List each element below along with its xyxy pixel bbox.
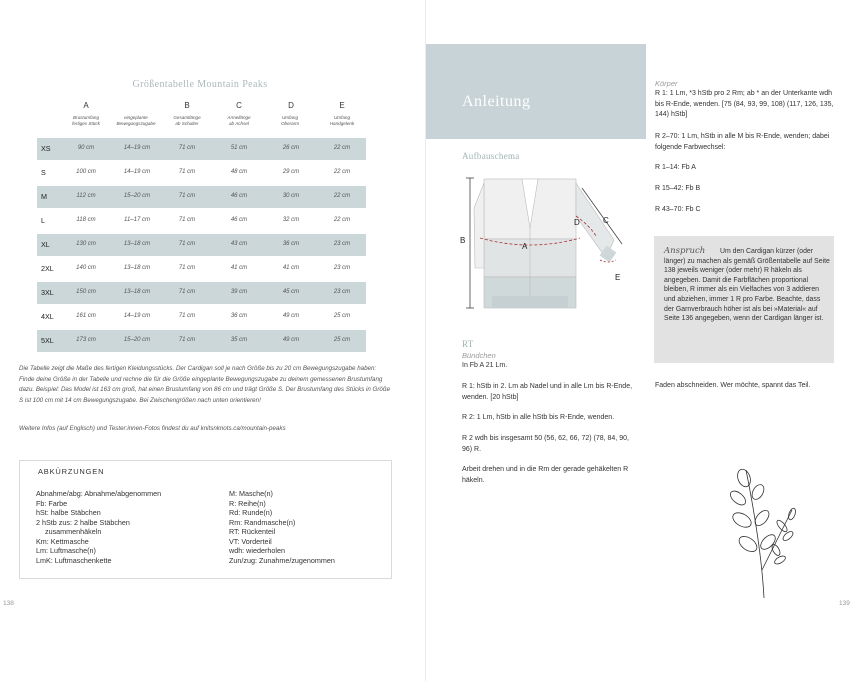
abbreviation-item: LmK: Luftmaschenkette [36, 555, 112, 565]
table-row [37, 186, 366, 208]
upperarm-cell: 36 cm [282, 241, 300, 247]
ease-cell: 13–18 cm [123, 241, 151, 247]
rt-line: R 2 wdh bis insgesamt 50 (56, 62, 66, 72) (78, 84, 90, 96) R. [462, 435, 629, 453]
column-sub-ease: eingeplante Bewegungszugabe [116, 115, 156, 126]
schema-title: Aufbauschema [462, 151, 520, 161]
size-cell: XS [41, 144, 51, 153]
table-row [37, 330, 366, 352]
ease-cell: 15–20 cm [123, 193, 151, 199]
upperarm-cell: 41 cm [282, 265, 300, 271]
chest-cell: 150 cm [76, 289, 96, 295]
abbreviation-item: zusammenhäkeln [45, 527, 102, 536]
chest-cell: 112 cm [76, 193, 96, 199]
cardigan-body [484, 179, 576, 308]
sleeve-cell: 39 cm [230, 289, 248, 295]
ease-cell: 14–19 cm [123, 313, 151, 319]
sleeve-cell: 36 cm [230, 313, 248, 319]
page-number-right: 139 [839, 600, 850, 607]
abbreviation-item: 2 hStb zus: 2 halbe Stäbchen [36, 517, 130, 527]
size-cell: 4XL [41, 312, 54, 321]
closing-text: Faden abschneiden. Wer möchte, spannt das Teil. [655, 382, 811, 389]
sleeve-cell: 43 cm [230, 241, 248, 247]
abbreviation-item: Km: Kettmasche [36, 536, 89, 546]
column-letter-c: C [236, 101, 242, 110]
column-sub-c: Armellänge ab Achsel [227, 115, 251, 126]
abbreviations-column-1 [36, 489, 161, 565]
ease-cell: 14–19 cm [123, 145, 151, 151]
wrist-cell: 22 cm [333, 193, 351, 199]
abbreviation-item: wdh: wiederholen [229, 546, 285, 555]
abbreviation-item: Lm: Luftmasche(n) [36, 546, 96, 555]
table-row [37, 234, 366, 256]
size-cell: 3XL [41, 288, 54, 297]
upperarm-cell: 30 cm [282, 193, 300, 199]
chest-cell: 140 cm [76, 265, 96, 271]
chest-cell: 161 cm [76, 313, 96, 319]
ease-cell: 14–19 cm [123, 169, 151, 175]
column-letter-e: E [339, 101, 345, 110]
size-cell: XL [41, 240, 50, 249]
size-cell: 2XL [41, 264, 54, 273]
abbreviation-item: R: Reihe(n) [229, 498, 266, 508]
sleeve-cell: 46 cm [230, 193, 248, 199]
size-description: Die Tabelle zeigt die Maße des fertigen Kleidungsstücks. Der Cardigan soll je nach Größe bis zu 20 cm Bewegungszugabe haben: Finde deine Größe in der Tabelle und rechne die für die Größe eingeplante Bewegungszugabe zu deinem gemessenen Brustumfang dazu. Beispiel: Das Model ist 163 cm groß, hat einen Brustumfang von 86 cm und trägt Größe S. Der Brustumfang des Stücks in Größe S ist 100 cm mit 14 cm Bewegungszugabe. Bei Zwischengrößen nach unten orientieren! [19, 365, 391, 404]
rt-line: Arbeit drehen und in die Rm der gerade gehäkelten R häkeln. [462, 466, 629, 484]
label-b: B [460, 236, 466, 245]
right-page [426, 0, 852, 681]
sleeve-cell: 48 cm [230, 169, 248, 175]
length-cell: 71 cm [178, 217, 196, 223]
ease-cell: 13–18 cm [123, 265, 151, 271]
rt-line: R 1: hStb in 2. Lm ab Nadel und in alle Lm bis R-Ende, wenden. [20 hStb] [462, 383, 633, 401]
abbreviation-item: VT: Vorderteil [229, 536, 272, 546]
note-text: Um den Cardigan kürzer (oder länger) zu machen als gemäß Größentabelle auf Seite 138 jeweils weniger (oder mehr) R häkeln als angegeben. Damit die Farbflächen proportional bleiben, R immer als ein Vielfaches von 3 addieren und abziehen, immer 1 R pro Farbe. Beachte, dass der Garnverbrauch höher ist als bei »Material« auf Seite 136 angegeben, wenn der Cardigan länger ist. [664, 248, 830, 323]
table-row [37, 282, 366, 304]
label-e: E [615, 273, 621, 282]
koerper-line: R 43–70: Fb C [655, 206, 701, 213]
length-cell: 71 cm [178, 337, 196, 343]
wrist-cell: 25 cm [333, 313, 351, 319]
rt-line: R 2: 1 Lm, hStb in alle hStb bis R-Ende, wenden. [462, 414, 615, 421]
length-cell: 71 cm [178, 313, 196, 319]
rt-title: RT [462, 339, 474, 349]
chest-cell: 100 cm [76, 169, 96, 175]
size-cell: S [41, 168, 46, 177]
size-cell: M [41, 192, 47, 201]
ease-cell: 15–20 cm [123, 337, 151, 343]
instructions-banner [426, 44, 646, 139]
abbreviations-column-2 [229, 489, 335, 565]
ease-cell: 13–18 cm [123, 289, 151, 295]
wrist-cell: 23 cm [333, 241, 351, 247]
wrist-cell: 23 cm [333, 289, 351, 295]
wrist-cell: 22 cm [333, 145, 351, 151]
koerper-line: R 1–14: Fb A [655, 164, 696, 171]
column-letter-b: B [184, 101, 190, 110]
koerper-line: R 2–70: 1 Lm, hStb in alle M bis R-Ende, wenden; dabei folgende Farbwechsel: [655, 133, 830, 151]
koerper-title: Körper [655, 79, 678, 88]
abbreviation-item: RT: Rückenteil [229, 527, 276, 536]
table-row [37, 258, 366, 280]
wrist-cell: 22 cm [333, 217, 351, 223]
chest-cell: 173 cm [76, 337, 96, 343]
page-number-left: 138 [3, 600, 14, 607]
length-cell: 71 cm [178, 169, 196, 175]
length-cell: 71 cm [178, 289, 196, 295]
upperarm-cell: 29 cm [282, 169, 300, 175]
column-sub-e: Umfang Handgelenk [329, 115, 355, 126]
rt-subtitle: Bündchen [462, 351, 496, 360]
koerper-line: R 15–42: Fb B [655, 185, 701, 192]
abbreviations-title: ABKÜRZUNGEN [38, 467, 105, 476]
table-row [37, 306, 366, 328]
size-cell: L [41, 216, 45, 225]
rt-line: In Fb A 21 Lm. [462, 362, 508, 369]
length-cell: 71 cm [178, 241, 196, 247]
abbreviation-item: Fb: Farbe [36, 498, 68, 508]
abbreviation-item: Rm: Randmasche(n) [229, 517, 296, 527]
upperarm-cell: 45 cm [282, 289, 300, 295]
column-sub-d: Umfang Oberarm [280, 115, 300, 126]
table-row [37, 162, 366, 184]
note-box [654, 236, 834, 363]
more-info-text: Weitere Infos (auf Englisch) und Tester:innen-Fotos findest du auf knitsnknots.ca/mountain-peaks [19, 425, 286, 432]
size-cell: 5XL [41, 336, 54, 345]
plant-illustration [716, 460, 806, 600]
length-cell: 71 cm [178, 193, 196, 199]
table-row [37, 138, 366, 160]
upperarm-cell: 49 cm [282, 313, 300, 319]
abbreviation-item: M: Masche(n) [229, 489, 273, 498]
sleeve-cell: 51 cm [230, 145, 248, 151]
length-cell: 71 cm [178, 265, 196, 271]
column-sub-b: Gesamtlänge ab Schulter [173, 115, 201, 126]
sleeve-cell: 41 cm [230, 265, 248, 271]
abbreviations-box [19, 460, 392, 579]
label-d: D [574, 218, 580, 227]
upperarm-cell: 49 cm [282, 337, 300, 343]
abbreviation-item: hSt: halbe Stäbchen [36, 508, 101, 517]
column-letter-d: D [288, 101, 294, 110]
koerper-line: R 1: 1 Lm, *3 hStb pro 2 Rm; ab * an der Unterkante wdh bis R-Ende, wenden. [75 (84, 93, 99, 108) (117, 126, 135, 144) hStb] [655, 90, 834, 118]
length-cell: 71 cm [178, 145, 196, 151]
sleeve-cell: 35 cm [230, 337, 248, 343]
label-c: C [603, 216, 609, 225]
chest-cell: 130 cm [76, 241, 96, 247]
label-a: A [522, 242, 528, 251]
abbreviation-item: Abnahme/abg: Abnahme/abgenommen [36, 489, 162, 498]
upperarm-cell: 32 cm [282, 217, 300, 223]
ease-cell: 11–17 cm [124, 217, 150, 223]
column-letter-a: A [83, 101, 89, 110]
wrist-cell: 22 cm [333, 169, 351, 175]
sleeve-cell: 46 cm [230, 217, 248, 223]
banner-title: Anleitung [462, 93, 531, 110]
note-label: Anspruch [664, 246, 706, 256]
wrist-cell: 25 cm [333, 337, 351, 343]
abbreviation-item: Rd: Runde(n) [229, 508, 273, 517]
chest-cell: 90 cm [77, 145, 95, 151]
chest-cell: 118 cm [76, 217, 96, 223]
left-sleeve [474, 183, 484, 268]
size-table-title: Größentabelle Mountain Peaks [132, 79, 268, 90]
abbreviation-item: Zun/zug: Zunahme/zugenommen [229, 555, 335, 565]
wrist-cell: 23 cm [333, 265, 351, 271]
table-row [37, 210, 366, 232]
column-sub-a: Brustumfang fertiges Stück [72, 115, 100, 126]
upperarm-cell: 26 cm [282, 145, 300, 151]
cardigan-schematic [456, 168, 646, 318]
